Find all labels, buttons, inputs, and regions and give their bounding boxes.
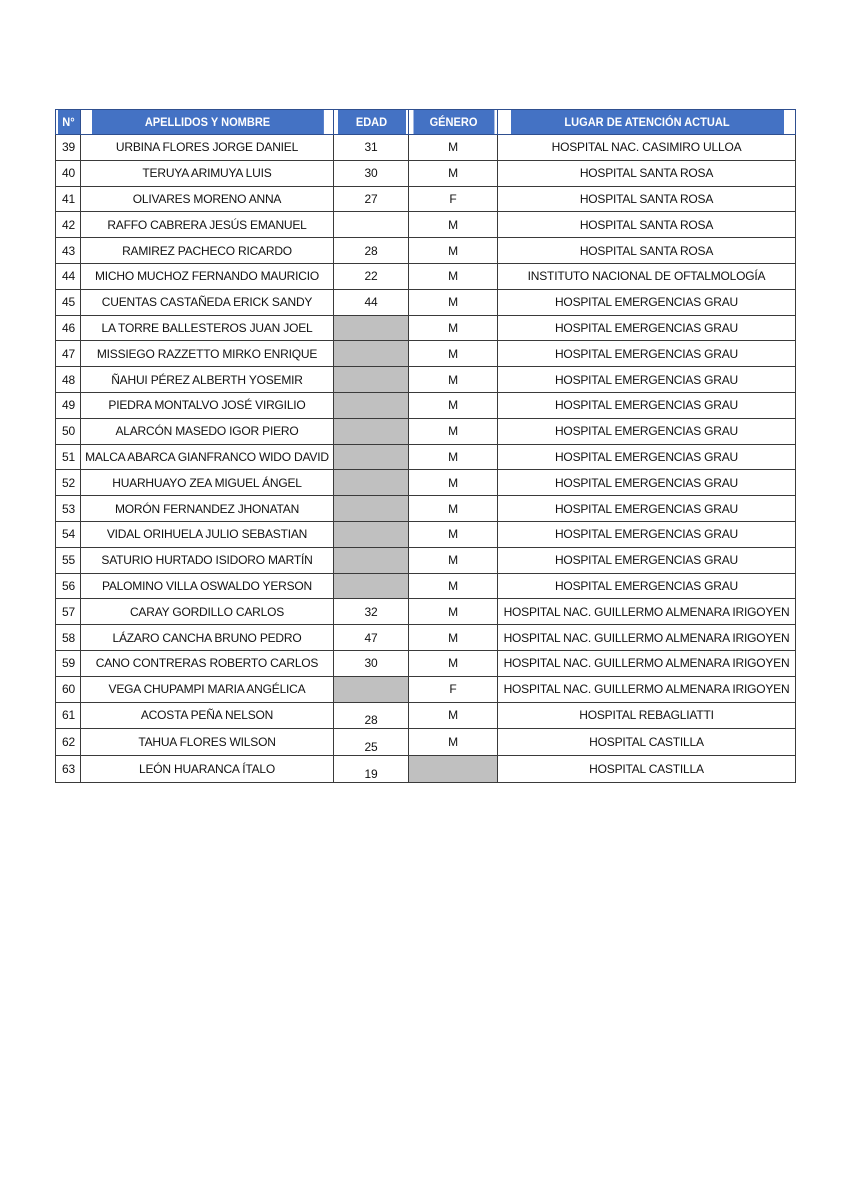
row-age-cell [334,367,409,393]
row-name-cell: OLIVARES MORENO ANNA [81,186,334,212]
row-gender-cell: M [409,702,498,729]
row-number-cell: 58 [56,625,81,651]
table-row [56,496,796,522]
header-name: APELLIDOS Y NOMBRE [91,110,324,135]
row-age-cell: 28 [334,702,409,729]
row-place-cell: HOSPITAL CASTILLA [498,729,796,756]
row-number-cell: 44 [56,263,81,289]
row-gender-cell: F [409,186,498,212]
row-number-cell: 60 [56,676,81,702]
row-name-cell: RAFFO CABRERA JESÚS EMANUEL [81,212,334,238]
row-gender-cell: M [409,470,498,496]
row-gender-cell: M [409,212,498,238]
row-gender-cell: M [409,444,498,470]
row-age-cell: 47 [334,625,409,651]
row-place-cell: HOSPITAL NAC. GUILLERMO ALMENARA IRIGOYEN [498,599,796,625]
header-row [56,110,796,135]
table-header [56,110,796,135]
row-age-cell: 22 [334,263,409,289]
row-age-cell [334,547,409,573]
row-name-cell: ACOSTA PEÑA NELSON [81,702,334,729]
table-row [56,470,796,496]
header-gender: GÉNERO [412,110,494,135]
table-row [56,186,796,212]
table-row [56,729,796,756]
row-name-cell: CARAY GORDILLO CARLOS [81,599,334,625]
table-row [56,367,796,393]
row-place-cell: HOSPITAL REBAGLIATTI [498,702,796,729]
table-row [56,650,796,676]
row-place-cell: HOSPITAL EMERGENCIAS GRAU [498,496,796,522]
row-place-cell: HOSPITAL EMERGENCIAS GRAU [498,367,796,393]
row-name-cell: LÁZARO CANCHA BRUNO PEDRO [81,625,334,651]
table-row [56,392,796,418]
table-row [56,521,796,547]
table-row [56,160,796,186]
row-name-cell: VEGA CHUPAMPI MARIA ANGÉLICA [81,676,334,702]
row-gender-cell: M [409,418,498,444]
row-name-cell: MALCA ABARCA GIANFRANCO WIDO DAVID [81,444,334,470]
row-gender-cell: M [409,315,498,341]
row-gender-cell: M [409,160,498,186]
row-gender-cell [409,756,498,783]
row-age-cell: 44 [334,289,409,315]
row-number-cell: 51 [56,444,81,470]
personnel-table [55,109,796,783]
row-place-cell: HOSPITAL EMERGENCIAS GRAU [498,315,796,341]
row-name-cell: PIEDRA MONTALVO JOSÉ VIRGILIO [81,392,334,418]
row-age-cell [334,392,409,418]
row-place-cell: HOSPITAL NAC. CASIMIRO ULLOA [498,135,796,161]
row-gender-cell: M [409,135,498,161]
row-place-cell: HOSPITAL EMERGENCIAS GRAU [498,547,796,573]
row-age-cell [334,212,409,238]
row-age-cell [334,315,409,341]
table-row [56,599,796,625]
row-name-cell: MICHO MUCHOZ FERNANDO MAURICIO [81,263,334,289]
row-name-cell: PALOMINO VILLA OSWALDO YERSON [81,573,334,599]
row-number-cell: 48 [56,367,81,393]
row-age-cell: 28 [334,238,409,264]
row-gender-cell: M [409,599,498,625]
row-gender-cell: M [409,547,498,573]
row-number-cell: 62 [56,729,81,756]
row-gender-cell: M [409,729,498,756]
row-age-cell: 19 [334,756,409,783]
row-number-cell: 46 [56,315,81,341]
row-place-cell: HOSPITAL NAC. GUILLERMO ALMENARA IRIGOYEN [498,650,796,676]
row-place-cell: HOSPITAL SANTA ROSA [498,238,796,264]
table-row [56,676,796,702]
header-place: LUGAR DE ATENCIÓN ACTUAL [509,110,783,135]
row-age-cell [334,444,409,470]
row-age-cell [334,470,409,496]
row-name-cell: RAMIREZ PACHECO RICARDO [81,238,334,264]
table-row [56,263,796,289]
row-name-cell: HUARHUAYO ZEA MIGUEL ÁNGEL [81,470,334,496]
row-gender-cell: M [409,625,498,651]
table-body [56,135,796,783]
table-row [56,238,796,264]
row-name-cell: LA TORRE BALLESTEROS JUAN JOEL [81,315,334,341]
table-row [56,212,796,238]
row-number-cell: 50 [56,418,81,444]
row-place-cell: HOSPITAL SANTA ROSA [498,186,796,212]
row-number-cell: 47 [56,341,81,367]
row-number-cell: 49 [56,392,81,418]
row-name-cell: ALARCÓN MASEDO IGOR PIERO [81,418,334,444]
row-number-cell: 61 [56,702,81,729]
row-number-cell: 54 [56,521,81,547]
row-place-cell: HOSPITAL EMERGENCIAS GRAU [498,392,796,418]
table-row [56,547,796,573]
row-place-cell: HOSPITAL EMERGENCIAS GRAU [498,289,796,315]
row-name-cell: VIDAL ORIHUELA JULIO SEBASTIAN [81,521,334,547]
row-name-cell: TAHUA FLORES WILSON [81,729,334,756]
row-number-cell: 56 [56,573,81,599]
row-place-cell: HOSPITAL SANTA ROSA [498,160,796,186]
row-age-cell: 25 [334,729,409,756]
row-number-cell: 53 [56,496,81,522]
table-row [56,135,796,161]
row-place-cell: HOSPITAL NAC. GUILLERMO ALMENARA IRIGOYEN [498,676,796,702]
row-number-cell: 52 [56,470,81,496]
row-age-cell [334,418,409,444]
header-number: N° [57,110,80,135]
row-name-cell: LEÓN HUARANCA ÍTALO [81,756,334,783]
row-number-cell: 59 [56,650,81,676]
row-name-cell: MISSIEGO RAZZETTO MIRKO ENRIQUE [81,341,334,367]
row-name-cell: CANO CONTRERAS ROBERTO CARLOS [81,650,334,676]
table-row [56,756,796,783]
row-age-cell: 31 [334,135,409,161]
table-row [56,341,796,367]
row-gender-cell: F [409,676,498,702]
table-row [56,702,796,729]
row-number-cell: 63 [56,756,81,783]
row-place-cell: HOSPITAL EMERGENCIAS GRAU [498,470,796,496]
header-age: EDAD [337,110,406,135]
row-age-cell: 32 [334,599,409,625]
row-name-cell: SATURIO HURTADO ISIDORO MARTÍN [81,547,334,573]
row-gender-cell: M [409,238,498,264]
table-row [56,289,796,315]
row-number-cell: 57 [56,599,81,625]
row-name-cell: TERUYA ARIMUYA LUIS [81,160,334,186]
row-place-cell: HOSPITAL EMERGENCIAS GRAU [498,341,796,367]
row-gender-cell: M [409,573,498,599]
row-place-cell: HOSPITAL EMERGENCIAS GRAU [498,444,796,470]
row-number-cell: 45 [56,289,81,315]
row-place-cell: HOSPITAL EMERGENCIAS GRAU [498,521,796,547]
row-gender-cell: M [409,367,498,393]
row-place-cell: INSTITUTO NACIONAL DE OFTALMOLOGÍA [498,263,796,289]
row-number-cell: 55 [56,547,81,573]
row-number-cell: 42 [56,212,81,238]
table-row [56,625,796,651]
row-number-cell: 39 [56,135,81,161]
row-number-cell: 43 [56,238,81,264]
row-age-cell [334,496,409,522]
row-name-cell: MORÓN FERNANDEZ JHONATAN [81,496,334,522]
row-gender-cell: M [409,289,498,315]
row-place-cell: HOSPITAL NAC. GUILLERMO ALMENARA IRIGOYEN [498,625,796,651]
row-gender-cell: M [409,496,498,522]
table-row [56,444,796,470]
table-row [56,573,796,599]
row-gender-cell: M [409,650,498,676]
row-age-cell [334,676,409,702]
row-place-cell: HOSPITAL CASTILLA [498,756,796,783]
row-age-cell [334,521,409,547]
row-name-cell: ÑAHUI PÉREZ ALBERTH YOSEMIR [81,367,334,393]
row-name-cell: CUENTAS CASTAÑEDA ERICK SANDY [81,289,334,315]
row-age-cell: 30 [334,650,409,676]
row-gender-cell: M [409,341,498,367]
row-number-cell: 41 [56,186,81,212]
row-number-cell: 40 [56,160,81,186]
row-gender-cell: M [409,263,498,289]
row-name-cell: URBINA FLORES JORGE DANIEL [81,135,334,161]
row-gender-cell: M [409,521,498,547]
row-age-cell: 30 [334,160,409,186]
table-row [56,315,796,341]
row-place-cell: HOSPITAL EMERGENCIAS GRAU [498,418,796,444]
table-row [56,418,796,444]
row-place-cell: HOSPITAL EMERGENCIAS GRAU [498,573,796,599]
row-age-cell: 27 [334,186,409,212]
row-age-cell [334,573,409,599]
row-age-cell [334,341,409,367]
row-gender-cell: M [409,392,498,418]
row-place-cell: HOSPITAL SANTA ROSA [498,212,796,238]
